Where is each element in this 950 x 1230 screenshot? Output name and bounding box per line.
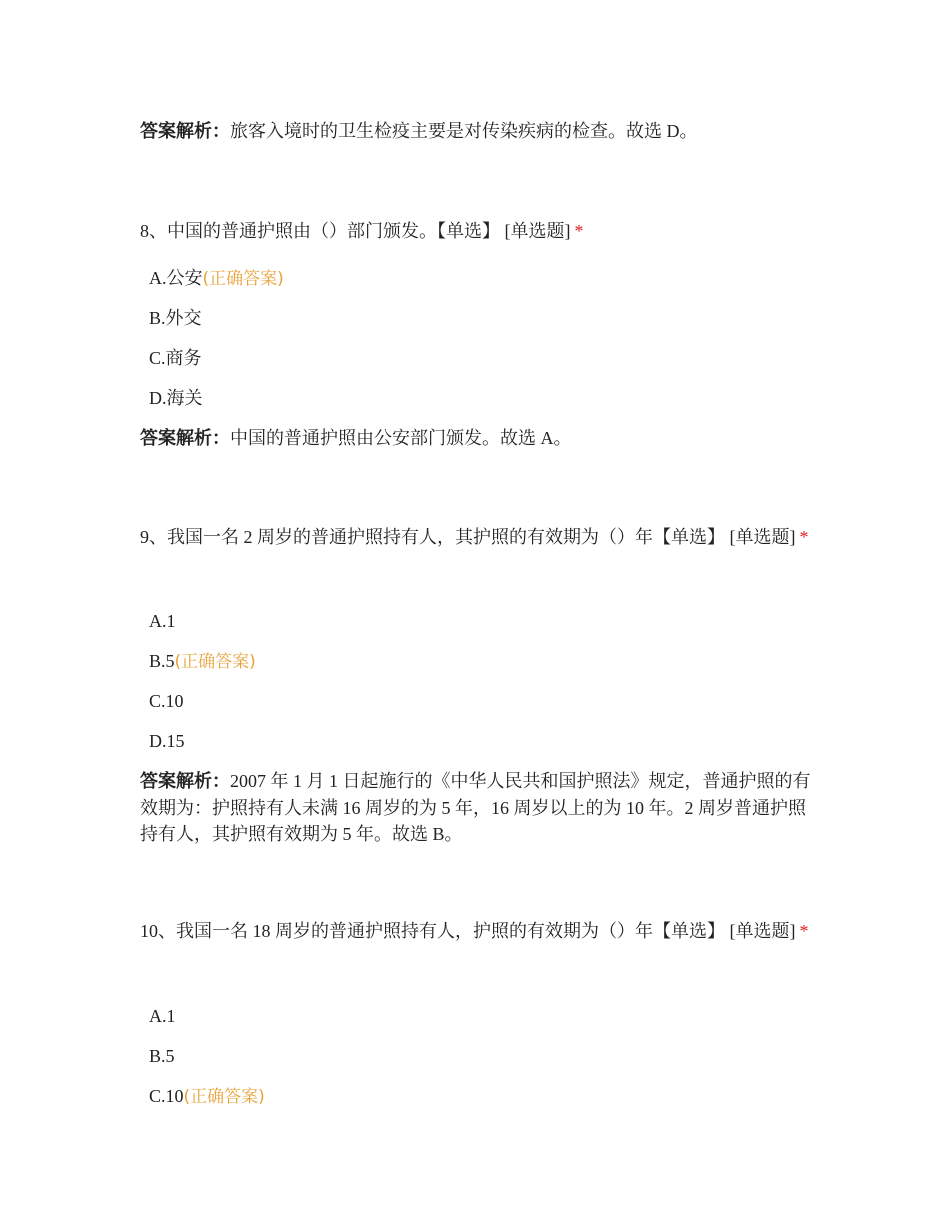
analysis-label: 答案解析： — [140, 771, 230, 792]
q8-option-b[interactable] — [149, 305, 202, 331]
q8-question — [140, 212, 820, 250]
analysis-label: 答案解析： — [140, 121, 230, 142]
analysis-label: 答案解析： — [140, 428, 230, 449]
q9-option-b[interactable] — [149, 648, 256, 675]
q8-option-d-label: D.海关 — [149, 388, 203, 408]
q7-analysis-text: 旅客入境时的卫生检疫主要是对传染疾病的检查。故选 D。 — [230, 121, 698, 141]
q8-option-a-label: A.公安 — [149, 268, 203, 288]
q8-analysis-text: 中国的普通护照由公安部门颁发。故选 A。 — [230, 428, 572, 448]
q8-option-c[interactable] — [149, 345, 202, 371]
q10-option-c-label: C.10 — [149, 1086, 184, 1106]
q9-option-d-label: D.15 — [149, 731, 185, 751]
required-star: * — [799, 921, 809, 941]
q9-option-c[interactable] — [149, 688, 184, 714]
q8-analysis — [140, 425, 820, 452]
q8-option-c-label: C.商务 — [149, 348, 202, 368]
q8-option-b-label: B.外交 — [149, 308, 202, 328]
q10-option-a[interactable] — [149, 1003, 176, 1029]
q10-option-c[interactable] — [149, 1083, 265, 1110]
correct-answer-tag: (正确答案) — [174, 652, 256, 672]
q7-analysis — [140, 118, 820, 145]
required-star: * — [799, 527, 809, 547]
q9-analysis-text: 2007 年 1 月 1 日起施行的《中华人民共和国护照法》规定，普通护照的有效期为：护照持有人未满 16 周岁的为 5 年，16 周岁以上的为 10 年。2 周岁普通护照持有人，其护照有效期为 5 年。故选 B。 — [140, 771, 811, 844]
q9-analysis — [140, 768, 820, 847]
q9-question — [140, 518, 820, 556]
q9-option-a[interactable] — [149, 608, 176, 634]
q8-question-text: 8、中国的普通护照由（）部门颁发。【单选】 [单选题] — [140, 221, 571, 241]
q9-option-d[interactable] — [149, 728, 185, 754]
q9-option-c-label: C.10 — [149, 691, 184, 711]
q9-option-a-label: A.1 — [149, 611, 176, 631]
q10-question-text: 10、我国一名 18 周岁的普通护照持有人，护照的有效期为（）年【单选】 [单选题] — [140, 921, 796, 941]
q10-option-b-label: B.5 — [149, 1046, 175, 1066]
correct-answer-tag: (正确答案) — [202, 269, 284, 289]
required-star: * — [574, 221, 584, 241]
correct-answer-tag: (正确答案) — [183, 1087, 265, 1107]
q8-option-a[interactable] — [149, 265, 284, 292]
q10-option-a-label: A.1 — [149, 1006, 176, 1026]
q10-question — [140, 912, 820, 950]
q9-option-b-label: B.5 — [149, 651, 175, 671]
q9-question-text: 9、我国一名 2 周岁的普通护照持有人，其护照的有效期为（）年【单选】 [单选题] — [140, 527, 796, 547]
q10-option-b[interactable] — [149, 1043, 175, 1069]
q8-option-d[interactable] — [149, 385, 203, 411]
